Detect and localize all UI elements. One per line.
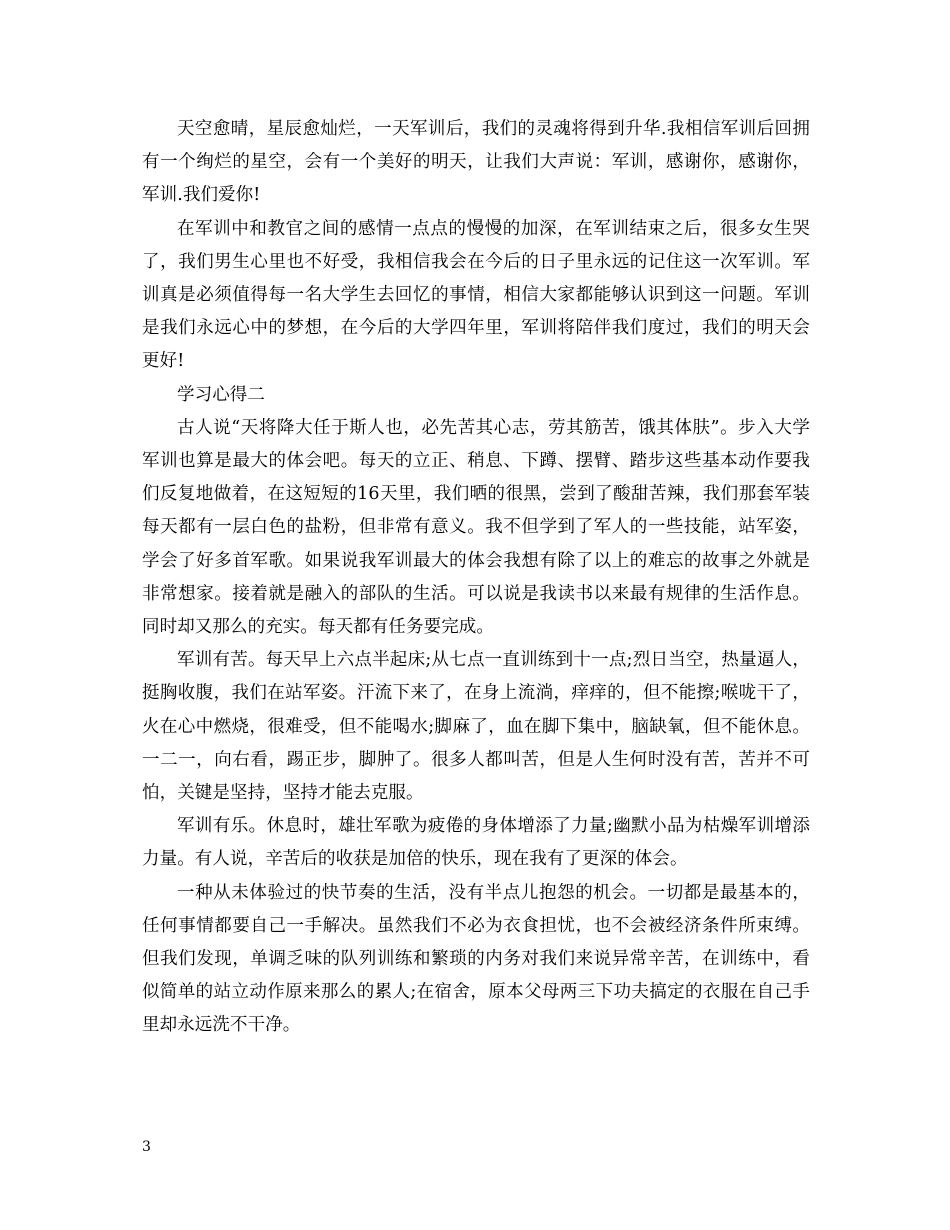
paragraph-1: 天空愈晴，星辰愈灿烂，一天军训后，我们的灵魂将得到升华.我相信军训后回拥有一个绚烂的星空，会有一个美好的明天，让我们大声说：军训，感谢你，感谢你，军训.我们爱你! bbox=[142, 119, 810, 206]
paragraph-5: 军训有乐。休息时，雄壮军歌为疲倦的身体增添了力量;幽默小品为枯燥军训增添力量。有人说，辛苦后的收获是加倍的快乐，现在我有了更深的体会。 bbox=[142, 816, 810, 870]
page-number: 3 bbox=[142, 1139, 151, 1155]
section-heading: 学习心得二 bbox=[177, 384, 265, 405]
paragraph-4: 军训有苦。每天早上六点半起床;从七点一直训练到十一点;烈日当空，热量逼人，挺胸收腹，我们在站军姿。汗流下来了，在身上流淌，痒痒的，但不能擦;喉咙干了，火在心中燃烧，很难受，但不能喝水;脚麻了，血在脚下集中，脑缺氧，但不能休息。一二一，向右看，踢正步，脚肿了。很多人都叫苦，但是人生何时没有苦，苦并不可怕，关键是坚持，坚持才能去克服。 bbox=[142, 650, 810, 804]
document-body bbox=[142, 113, 810, 1043]
paragraph-2: 在军训中和教官之间的感情一点点的慢慢的加深，在军训结束之后，很多女生哭了，我们男生心里也不好受，我相信我会在今后的日子里永远的记住这一次军训。军训真是必须值得每一名大学生去回忆的事情，相信大家都能够认识到这一问题。军训是我们永远心中的梦想，在今后的大学四年里，军训将陪伴我们度过，我们的明天会更好! bbox=[142, 218, 810, 372]
paragraph-3: 古人说“天将降大任于斯人也，必先苦其心志，劳其筋苦，饿其体肤”。步入大学军训也算是最大的体会吧。每天的立正、稍息、下蹲、摆臂、踏步这些基本动作要我们反复地做着，在这短短的16天里，我们晒的很黑，尝到了酸甜苦辣，我们那套军装每天都有一层白色的盐粉，但非常有意义。我不但学到了军人的一些技能，站军姿，学会了好多首军歌。如果说我军训最大的体会我想有除了以上的难忘的故事之外就是非常想家。接着就是融入的部队的生活。可以说是我读书以来最有规律的生活作息。同时却又那么的充实。每天都有任务要完成。 bbox=[142, 417, 810, 638]
paragraph-6: 一种从未体验过的快节奏的生活，没有半点儿抱怨的机会。一切都是最基本的，任何事情都要自己一手解决。虽然我们不必为衣食担忧，也不会被经济条件所束缚。但我们发现，单调乏味的队列训练和繁琐的内务对我们来说异常辛苦，在训练中，看似简单的站立动作原来那么的累人;在宿舍，原本父母两三下功夫搞定的衣服在自己手里却永远洗不干净。 bbox=[142, 882, 810, 1036]
